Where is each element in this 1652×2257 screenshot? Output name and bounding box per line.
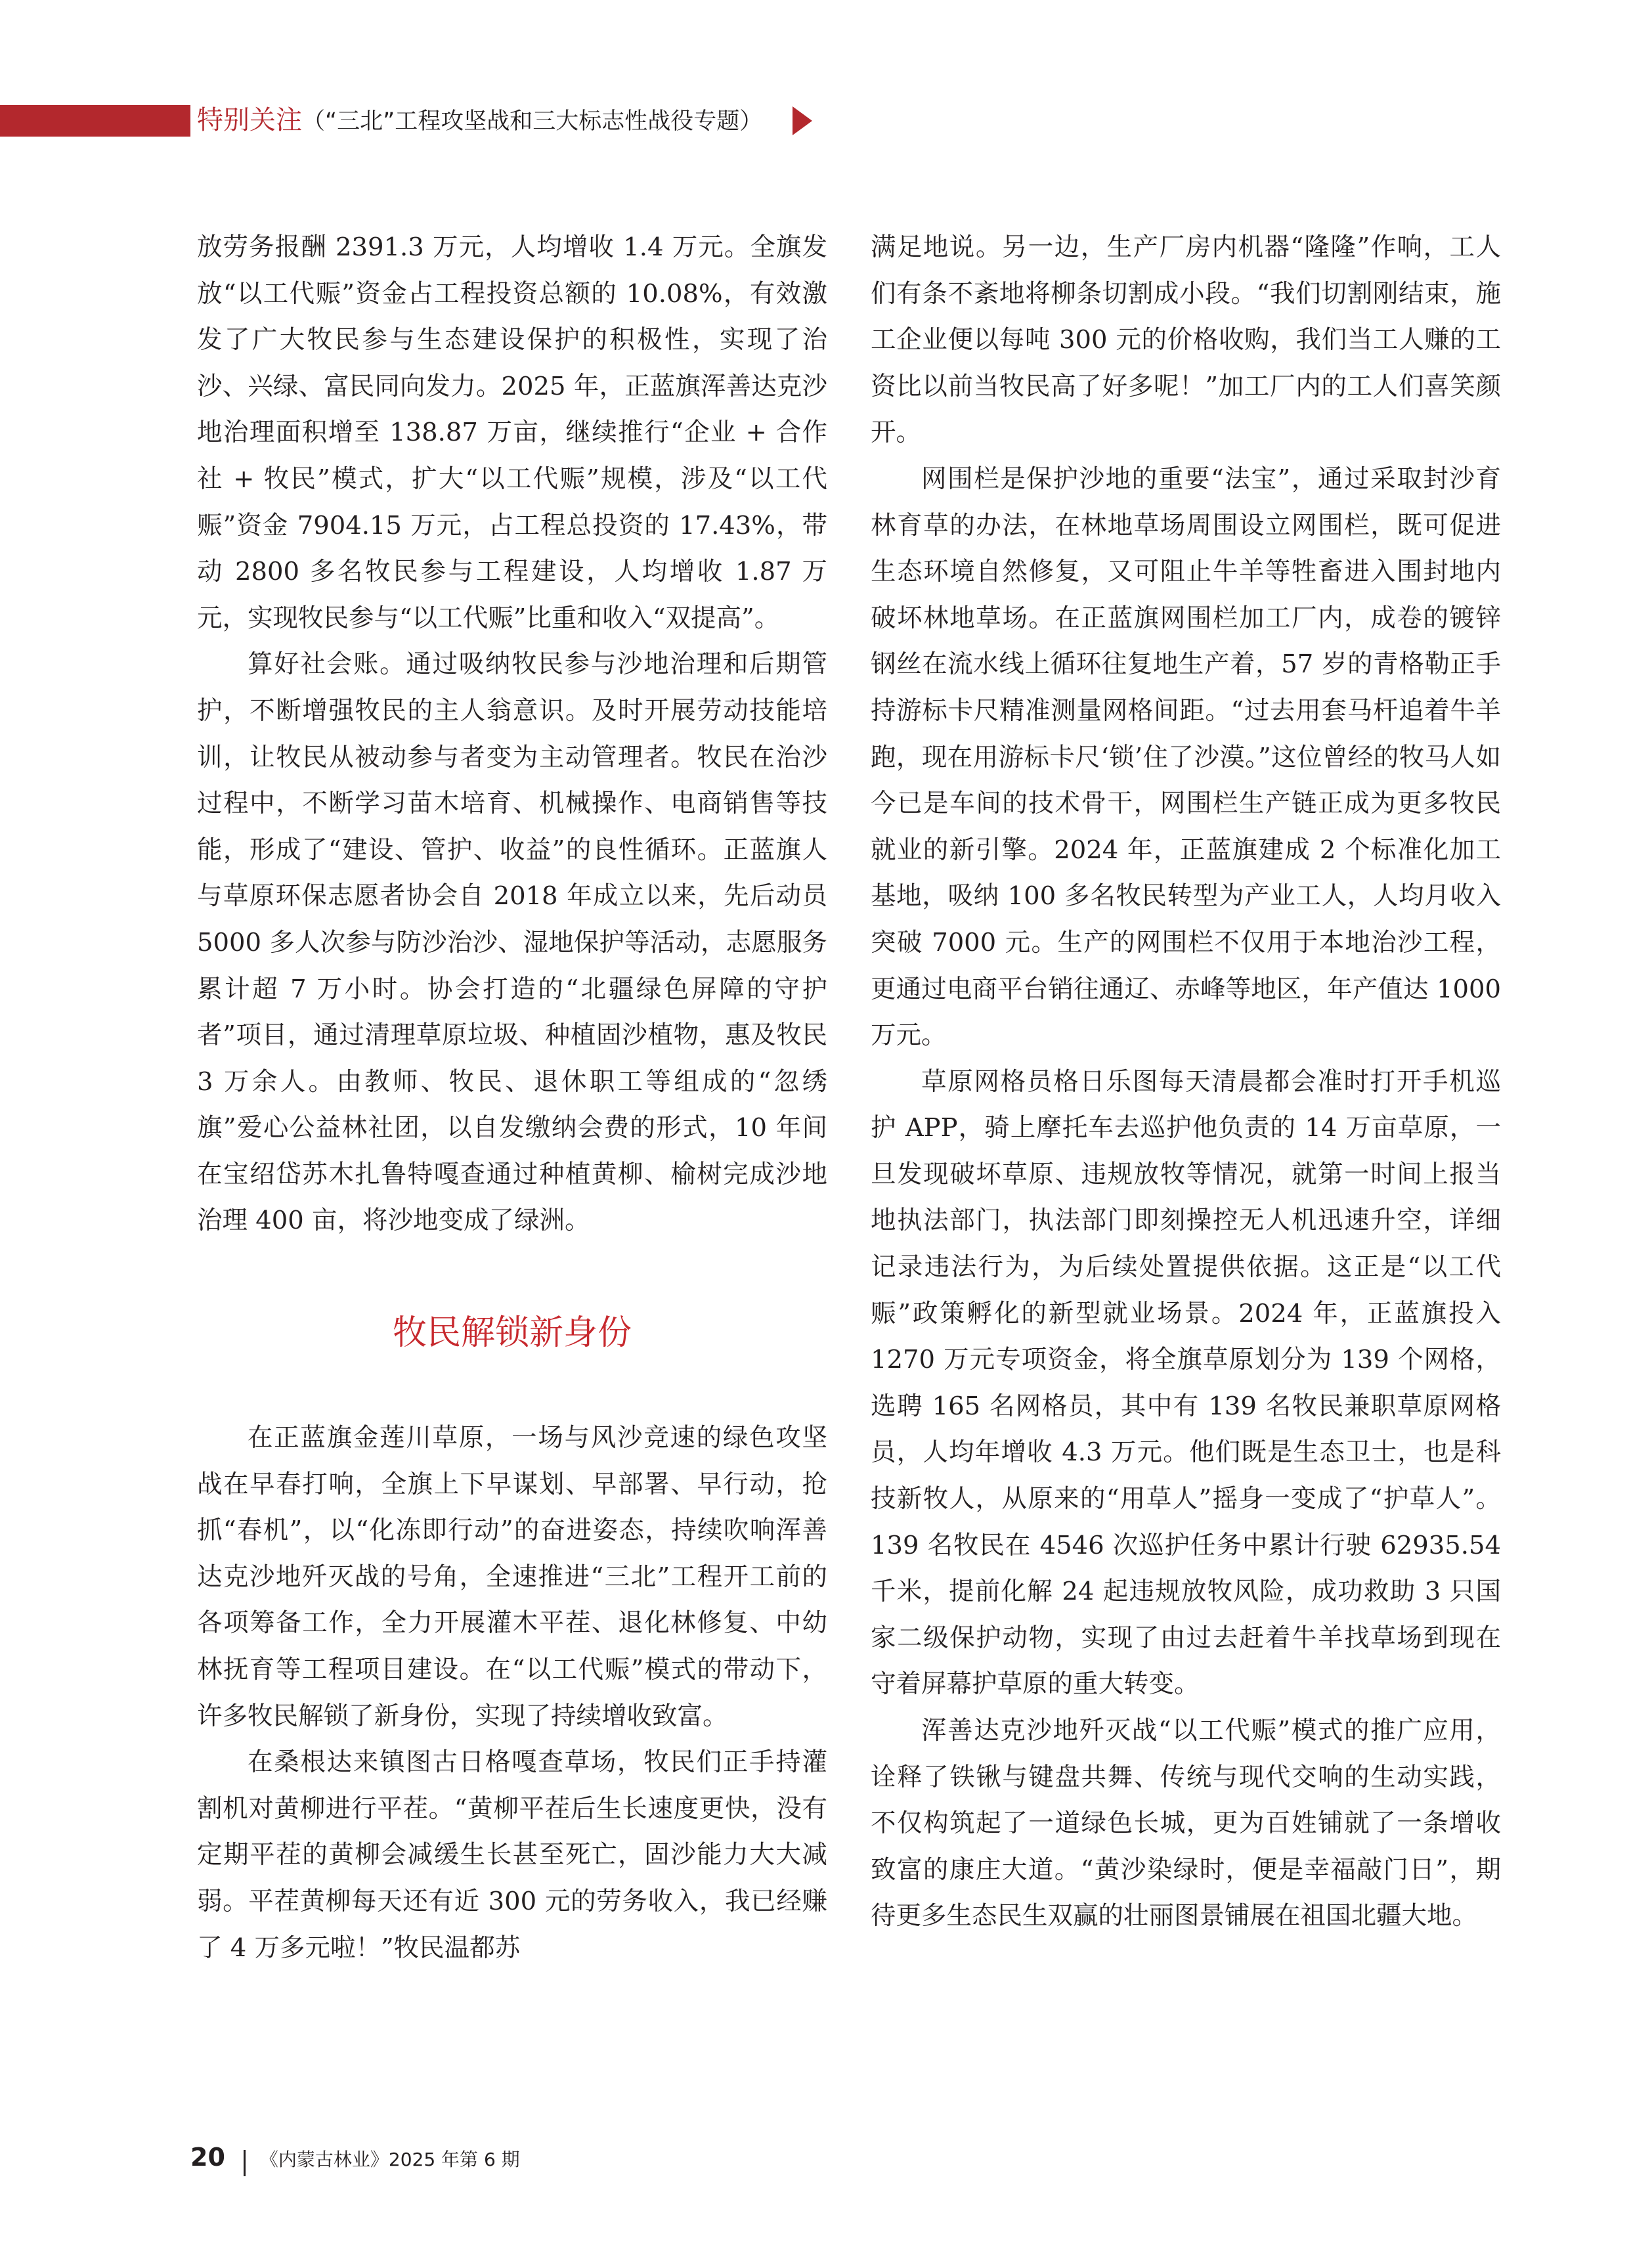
paragraph: 在桑根达来镇图古日格嘎查草场，牧民们正手持灌割机对黄柳进行平茬。“黄柳平茬后生长速度更快，没有定期平茬的黄柳会减缓生长甚至死亡，固沙能力大大减弱。平茬黄柳每天还有近 300 元的劳务收入，我已经赚了 4 万多元啦！”牧民温都苏 — [197, 1747, 827, 1963]
header-topic: （“三北”工程攻坚战和三大标志性战役专题） — [302, 108, 763, 135]
running-header — [197, 100, 762, 140]
paragraph: 算好社会账。通过吸纳牧民参与沙地治理和后期管护，不断增强牧民的主人翁意识。及时开展劳动技能培训，让牧民从被动参与者变为主动管理者。牧民在治沙过程中，不断学习苗木培育、机械操作、电商销售等技能，形成了“建设、管护、收益”的良性循环。正蓝旗人与草原环保志愿者协会自 2018 年成立以来，先后动员 5000 多人次参与防沙治沙、湿地保护等活动，志愿服务累计超 7 万小时。协会打造的“北疆绿色屏障的守护者”项目，通过清理草原垃圾、种植固沙植物，惠及牧民 3 万余人。由教师、牧民、退休职工等组成的“忽绣旗”爱心公益林社团，以自发缴纳会费的形式，10 年间在宝绍岱苏木扎鲁特嘎查通过种植黄柳、榆树完成沙地治理 400 亩，将沙地变成了绿洲。 — [197, 649, 827, 1236]
paragraph: 网围栏是保护沙地的重要“法宝”，通过采取封沙育林育草的办法，在林地草场周围设立网围栏，既可促进生态环境自然修复，又可阻止牛羊等牲畜进入围封地内破坏林地草场。在正蓝旗网围栏加工厂内，成卷的镀锌钢丝在流水线上循环往复地生产着，57 岁的青格勒正手持游标卡尺精准测量网格间距。“过去用套马杆追着牛羊跑，现在用游标卡尺‘锁’住了沙漠。”这位曾经的牧马人如今已是车间的技术骨干，网围栏生产链正成为更多牧民就业的新引擎。2024 年，正蓝旗建成 2 个标准化加工基地，吸纳 100 多名牧民转型为产业工人，人均月收入突破 7000 元。生产的网围栏不仅用于本地治沙工程，更通过电商平台销往通辽、赤峰等地区，年产值达 1000 万元。 — [871, 464, 1501, 1051]
section-heading: 牧民解锁新身份 — [392, 1313, 632, 1353]
header-accent-bar — [0, 105, 190, 137]
page-footer — [190, 2137, 520, 2177]
paragraph: 满足地说。另一边，生产厂房内机器“隆隆”作响，工人们有条不紊地将柳条切割成小段。“我们切割刚结束，施工企业便以每吨 300 元的价格收购，我们当工人赚的工资比以前当牧民高了好多呢！”加工厂内的工人们喜笑颜开。 — [871, 232, 1501, 448]
paragraph: 放劳务报酬 2391.3 万元，人均增收 1.4 万元。全旗发放“以工代赈”资金占工程投资总额的 10.08%，有效激发了广大牧民参与生态建设保护的积极性，实现了治沙、兴绿、富民同向发力。2025 年，正蓝旗浑善达克沙地治理面积增至 138.87 万亩，继续推行“企业 + 合作社 + 牧民”模式，扩大“以工代赈”规模，涉及“以工代赈”资金 7904.15 万元，占工程总投资的 17.43%，带动 2800 多名牧民参与工程建设，人均增收 1.87 万元，实现牧民参与“以工代赈”比重和收入“双提高”。 — [197, 232, 827, 633]
header-label: 特别关注 — [197, 105, 302, 135]
paragraph: 浑善达克沙地歼灭战“以工代赈”模式的推广应用，诠释了铁锹与键盘共舞、传统与现代交响的生动实践，不仅构筑起了一道绿色长城，更为百姓铺就了一条增收致富的康庄大道。“黄沙染绿时，便是幸福敲门日”，期待更多生态民生双赢的壮丽图景铺展在祖国北疆大地。 — [871, 1716, 1501, 1931]
journal-name: 《内蒙古林业》2025 年第 6 期 — [259, 2149, 520, 2170]
left-column — [197, 225, 827, 1971]
footer-divider — [244, 2150, 246, 2176]
right-column — [871, 225, 1501, 1940]
paragraph: 在正蓝旗金莲川草原，一场与风沙竞速的绿色攻坚战在早春打响，全旗上下早谋划、早部署、早行动，抢抓“春机”，以“化冻即行动”的奋进姿态，持续吹响浑善达克沙地歼灭战的号角，全速推进“三北”工程开工前的各项筹备工作，全力开展灌木平茬、退化林修复、中幼林抚育等工程项目建设。在“以工代赈”模式的带动下，许多牧民解锁了新身份，实现了持续增收致富。 — [197, 1423, 827, 1731]
header-arrow-icon — [793, 106, 812, 135]
page-number: 20 — [190, 2143, 225, 2172]
paragraph: 草原网格员格日乐图每天清晨都会准时打开手机巡护 APP，骑上摩托车去巡护他负责的 14 万亩草原，一旦发现破坏草原、违规放牧等情况，就第一时间上报当地执法部门，执法部门即刻操控无人机迅速升空，详细记录违法行为，为后续处置提供依据。这正是“以工代赈”政策孵化的新型就业场景。2024 年，正蓝旗投入 1270 万元专项资金，将全旗草原划分为 139 个网格，选聘 165 名网格员，其中有 139 名牧民兼职草原网格员，人均年增收 4.3 万元。他们既是生态卫士，也是科技新牧人，从原来的“用草人”摇身一变成了“护草人”。139 名牧民在 4546 次巡护任务中累计行驶 62935.54 千米，提前化解 24 起违规放牧风险，成功救助 3 只国家二级保护动物，实现了由过去赶着牛羊找草场到现在守着屏幕护草原的重大转变。 — [871, 1066, 1501, 1699]
